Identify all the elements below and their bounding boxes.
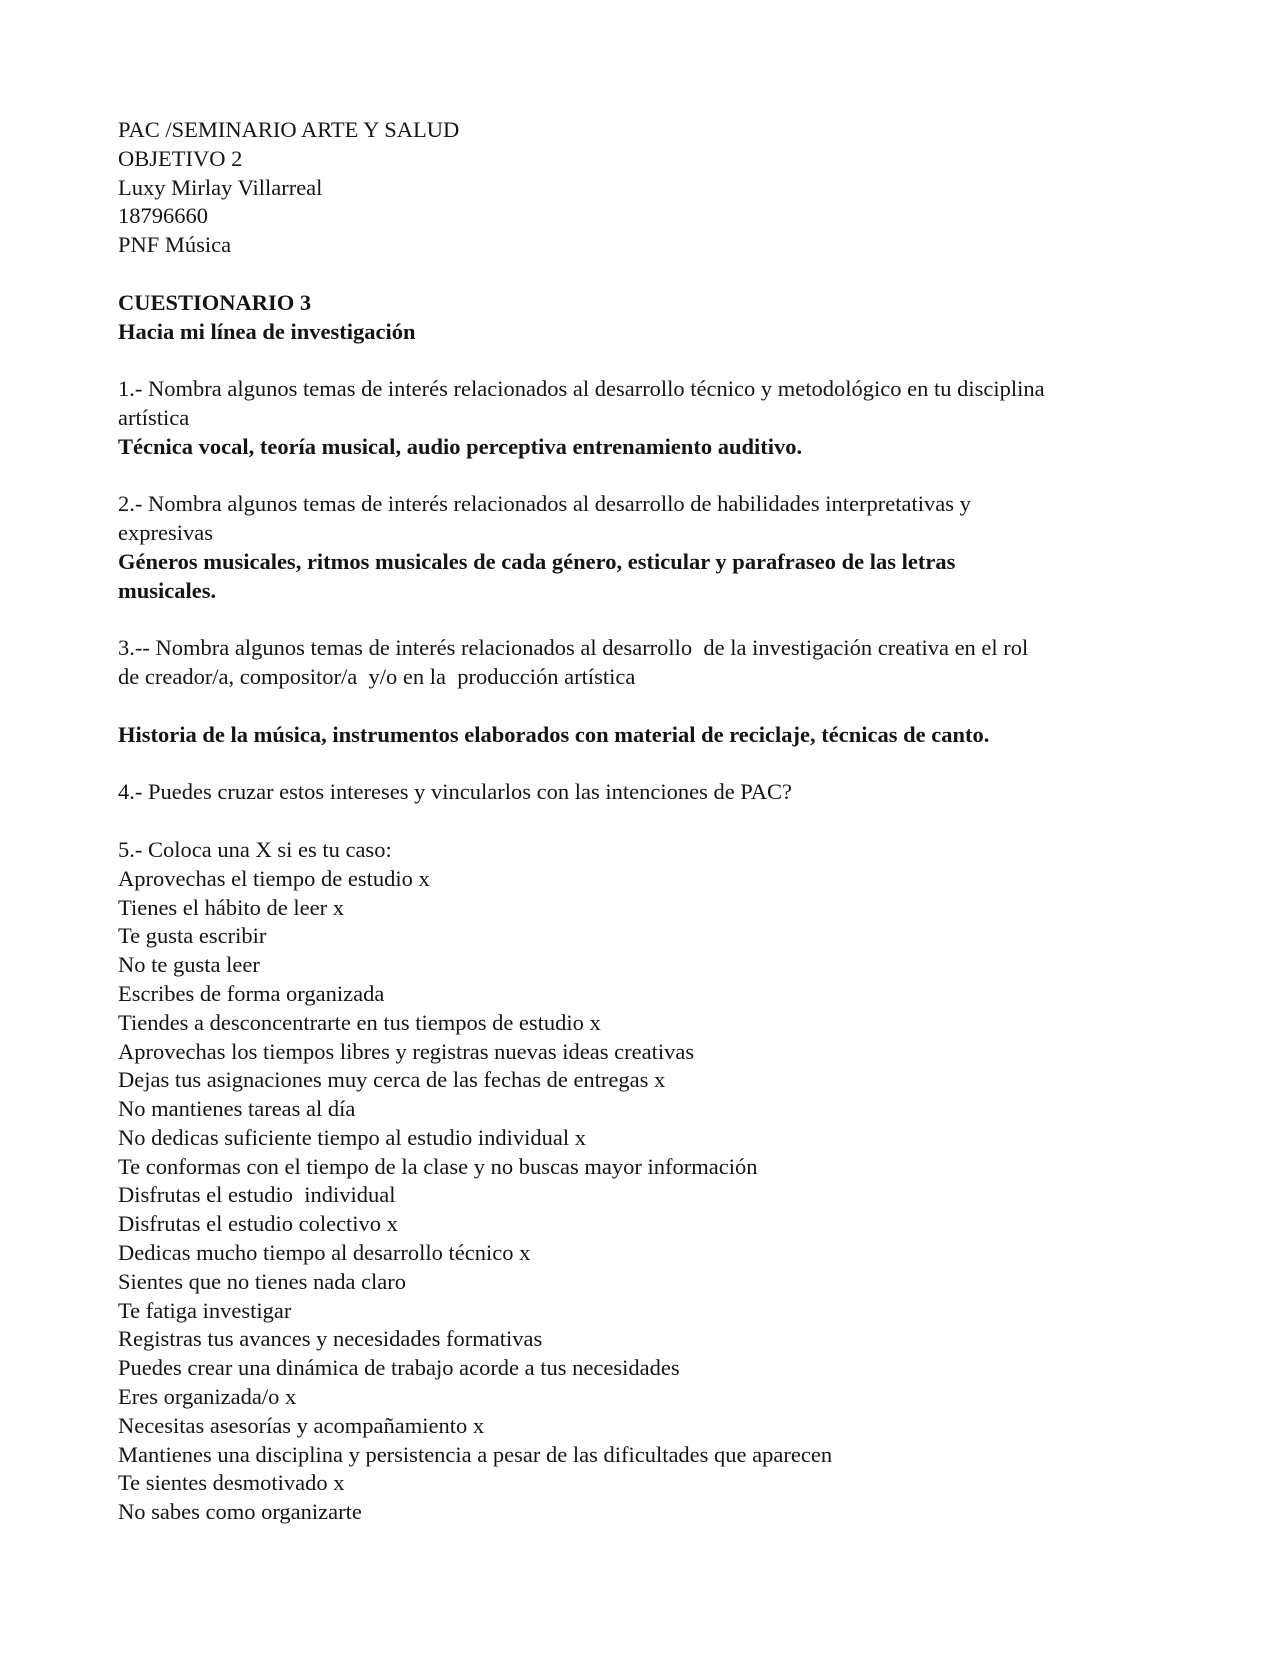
header-course: PAC /SEMINARIO ARTE Y SALUD xyxy=(118,117,460,142)
checklist-item: Sientes que no tienes nada claro xyxy=(118,1268,407,1294)
checklist-item: No sabes como organizarte xyxy=(118,1499,362,1525)
question-1-text-line-1: 1.- Nombra algunos temas de interés relacionados al desarrollo técnico y metodológico en tu disciplina xyxy=(118,376,1045,402)
question-3-answer: Historia de la música, instrumentos elaborados con material de reciclaje, técnicas de canto. xyxy=(118,721,990,747)
checklist-item: No dedicas suficiente tiempo al estudio individual x xyxy=(118,1124,587,1150)
question-3-text-line-1: 3.-- Nombra algunos temas de interés relacionados al desarrollo de la investigación creativa en el rol xyxy=(118,635,1029,661)
spacer xyxy=(118,750,1158,779)
question-2 xyxy=(118,490,1158,605)
checklist-item: No te gusta leer xyxy=(118,952,260,978)
spacer xyxy=(118,606,1158,635)
checklist-item: Tienes el hábito de leer x xyxy=(118,894,344,920)
checklist-item: Mantienes una disciplina y persistencia a pesar de las dificultades que aparecen xyxy=(118,1441,833,1467)
title-block xyxy=(118,289,1158,347)
question-1 xyxy=(118,375,1158,461)
spacer xyxy=(118,462,1158,491)
question-2-text-line-1: 2.- Nombra algunos temas de interés relacionados al desarrollo de habilidades interpretativas y xyxy=(118,491,971,517)
question-3-text-line-2: de creador/a, compositor/a y/o en la producción artística xyxy=(118,664,636,690)
header-program: PNF Música xyxy=(118,232,232,258)
checklist-item: Tiendes a desconcentrarte en tus tiempos de estudio x xyxy=(118,1009,601,1035)
header-student-name: Luxy Mirlay Villarreal xyxy=(118,174,323,200)
question-4-text: 4.- Puedes cruzar estos intereses y vincularlos con las intenciones de PAC? xyxy=(118,779,793,805)
checklist-item: Te gusta escribir xyxy=(118,923,267,949)
spacer xyxy=(118,692,1158,721)
questionnaire-subtitle: Hacia mi línea de investigación xyxy=(118,318,416,344)
questionnaire-title: CUESTIONARIO 3 xyxy=(118,289,312,315)
checklist-item: Puedes crear una dinámica de trabajo acorde a tus necesidades xyxy=(118,1355,680,1381)
header-student-id: 18796660 xyxy=(118,203,208,229)
checklist-item: Te fatiga investigar xyxy=(118,1297,292,1323)
question-4 xyxy=(118,778,1158,807)
checklist-item: Te sientes desmotivado x xyxy=(118,1470,345,1496)
checklist-item: Aprovechas el tiempo de estudio x xyxy=(118,865,430,891)
checklist-item: Registras tus avances y necesidades formativas xyxy=(118,1326,543,1352)
question-5 xyxy=(118,836,1158,1527)
checklist-item: Escribes de forma organizada xyxy=(118,980,385,1006)
question-5-text: 5.- Coloca una X si es tu caso: xyxy=(118,836,392,862)
question-2-answer-line-1: Géneros musicales, ritmos musicales de cada género, esticular y parafraseo de las letras xyxy=(118,548,956,574)
checklist-item: Eres organizada/o x xyxy=(118,1384,297,1410)
spacer xyxy=(118,807,1158,836)
header-block xyxy=(118,116,1158,260)
question-2-answer-line-2: musicales. xyxy=(118,577,217,603)
checklist-item: Dejas tus asignaciones muy cerca de las fechas de entregas x xyxy=(118,1067,666,1093)
question-3 xyxy=(118,634,1158,749)
document-page xyxy=(118,116,1158,1527)
spacer xyxy=(118,346,1158,375)
header-objective: OBJETIVO 2 xyxy=(118,145,243,171)
checklist-item: Te conformas con el tiempo de la clase y no buscas mayor información xyxy=(118,1153,758,1179)
question-1-text-line-2: artística xyxy=(118,404,190,430)
checklist-item: Disfrutas el estudio colectivo x xyxy=(118,1211,398,1237)
question-1-answer: Técnica vocal, teoría musical, audio perceptiva entrenamiento auditivo. xyxy=(118,433,803,459)
checklist-item: Aprovechas los tiempos libres y registras nuevas ideas creativas xyxy=(118,1038,695,1064)
checklist-item: Dedicas mucho tiempo al desarrollo técnico x xyxy=(118,1240,531,1266)
checklist-item: Necesitas asesorías y acompañamiento x xyxy=(118,1412,485,1438)
checklist-item: Disfrutas el estudio individual xyxy=(118,1182,396,1208)
checklist-item: No mantienes tareas al día xyxy=(118,1096,356,1122)
question-2-text-line-2: expresivas xyxy=(118,520,213,546)
checklist xyxy=(118,865,1158,1527)
spacer xyxy=(118,260,1158,289)
